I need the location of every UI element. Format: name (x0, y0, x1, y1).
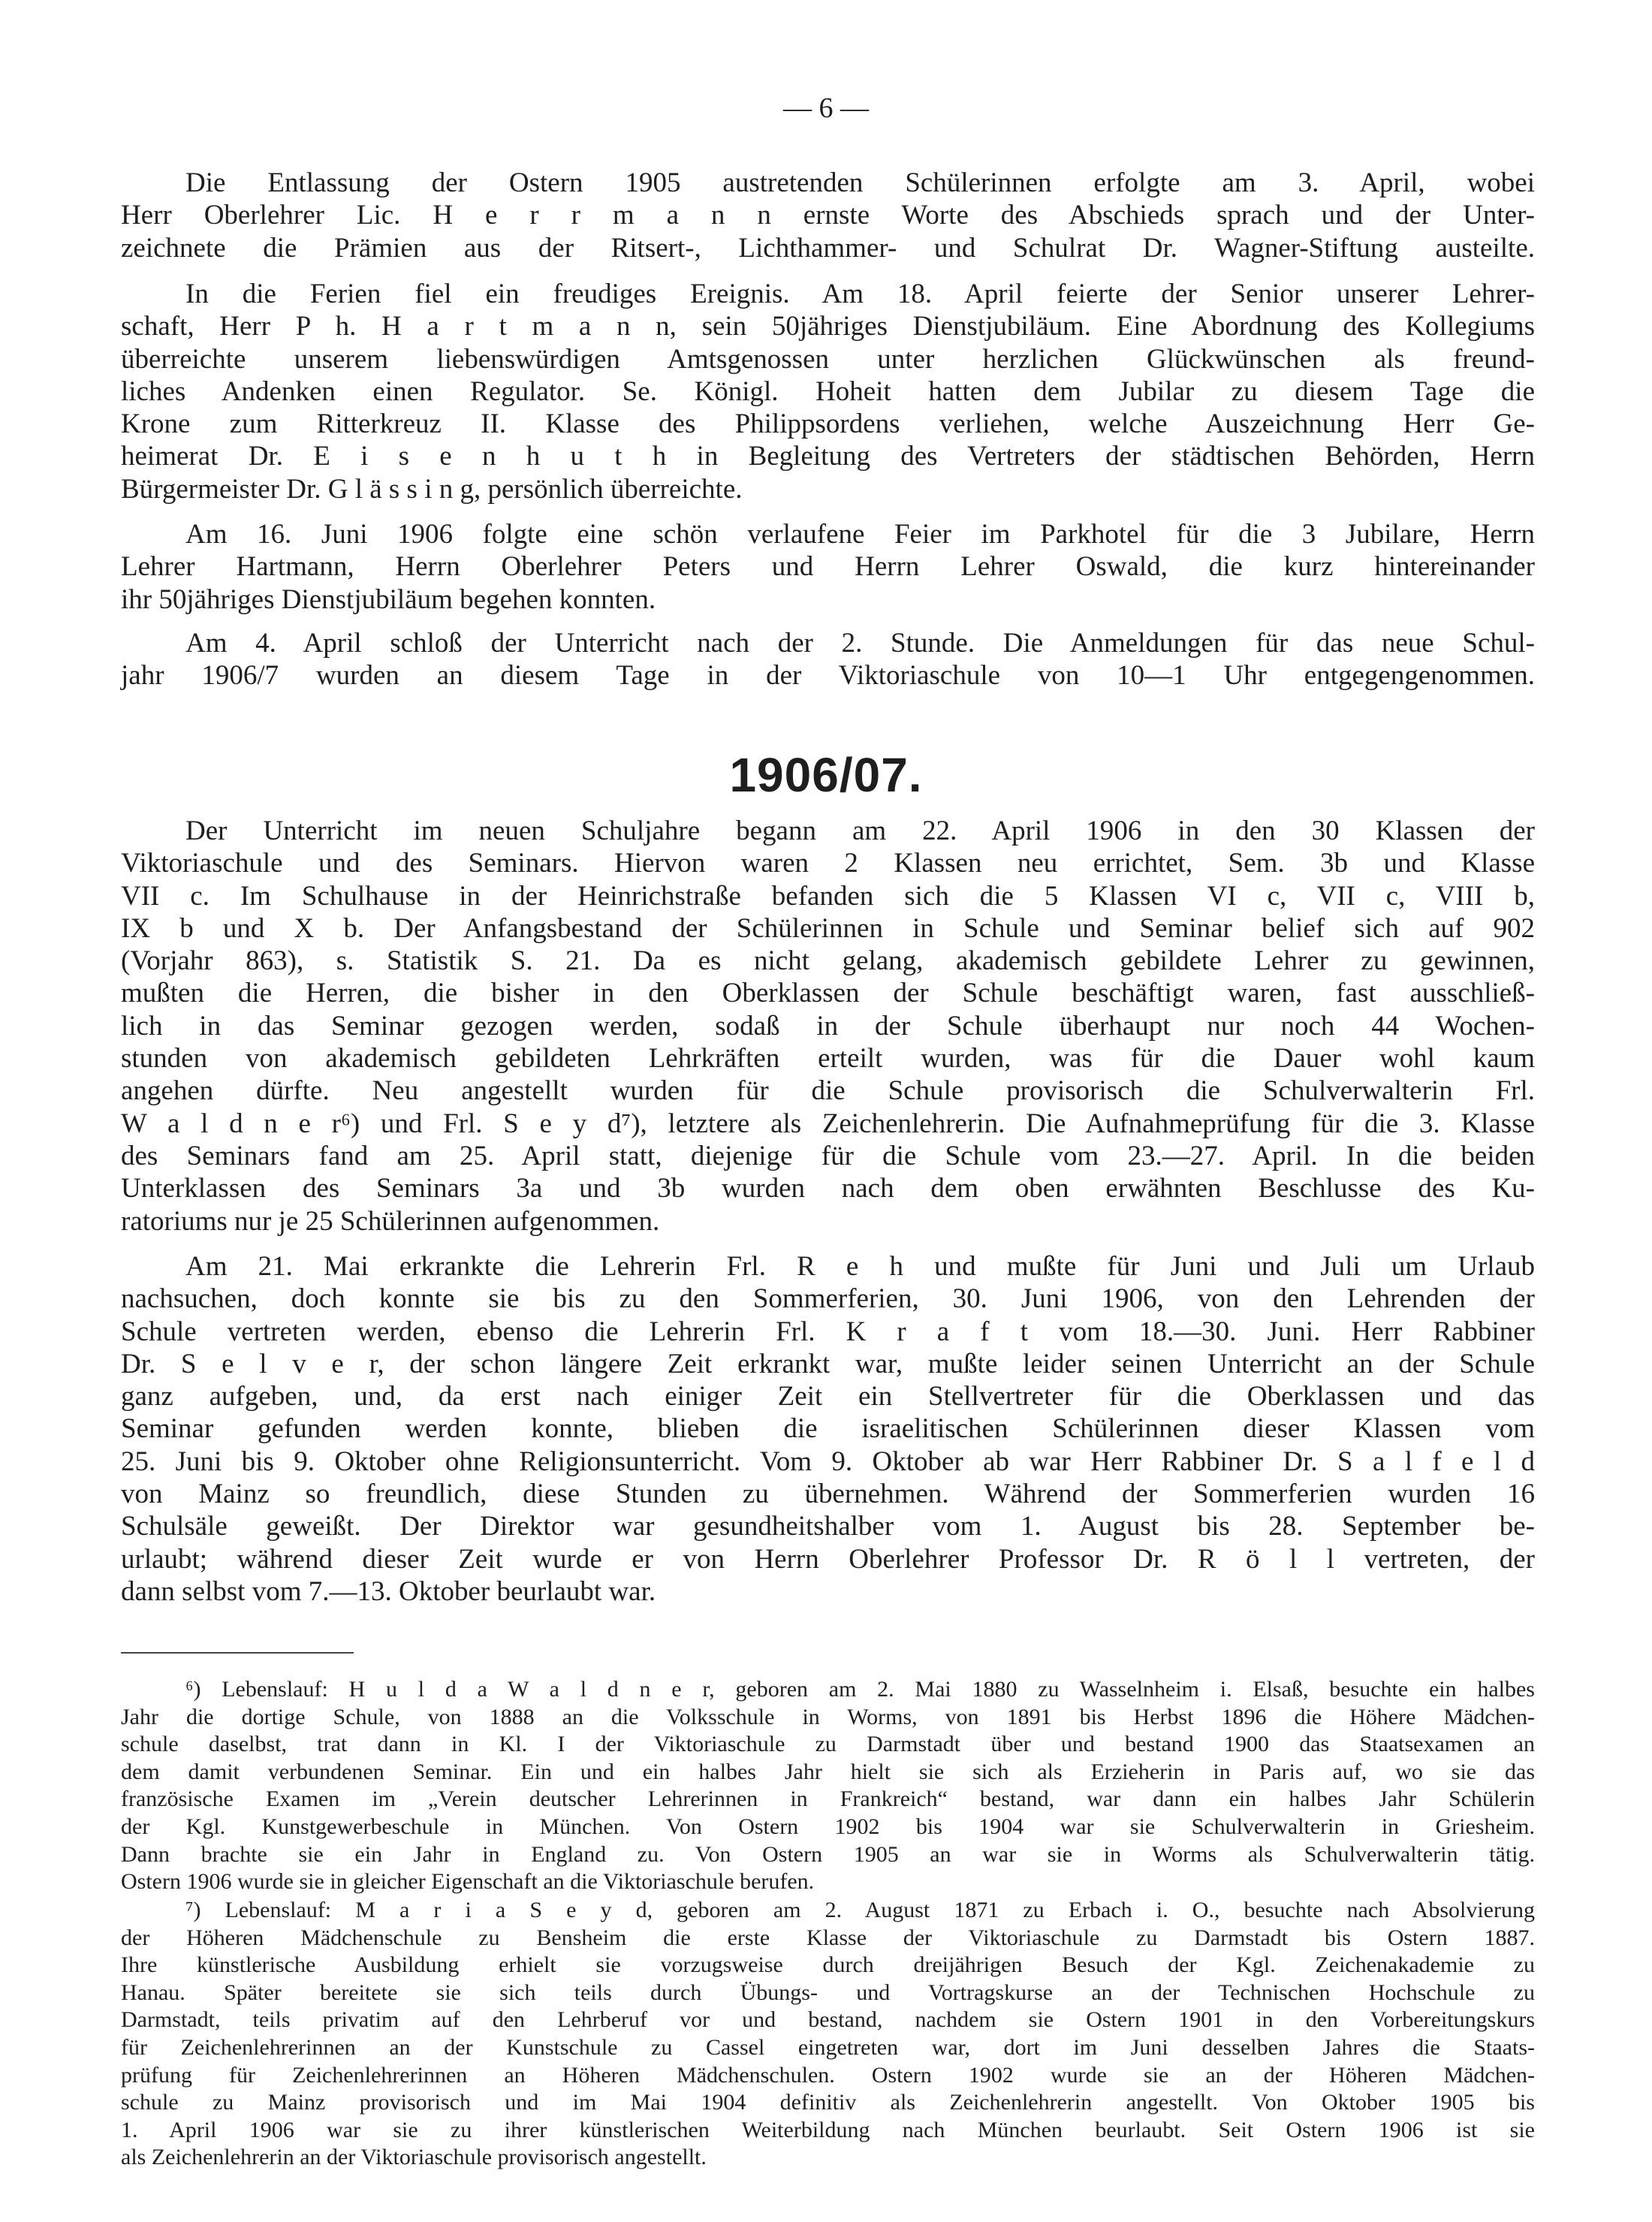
text-line: Hanau. Später bereitete sie sich teils durch Übungs- und Vortragskurse an der Technischen Hochschule zu (121, 1979, 1535, 2005)
text-line: mußten die Herren, die bisher in den Oberklassen der Schule beschäftigt waren, fast ausschließ- (121, 978, 1535, 1009)
text-line: Am 4. April schloß der Unterricht nach der 2. Stunde. Die Anmeldungen für das neue Schul- (185, 628, 1535, 659)
page-number: — 6 — (783, 92, 869, 124)
text-line: Ostern 1906 wurde sie in gleicher Eigenschaft an die Viktoriaschule berufen. (121, 1869, 815, 1895)
text-line: ⁶) Lebenslauf: H u l d a W a l d n e r, geboren am 2. Mai 1880 zu Wasselnheim i. Elsaß, besuchte ein halbes (185, 1677, 1535, 1702)
text-line: Der Unterricht im neuen Schuljahre begann am 22. April 1906 in den 30 Klassen der (185, 816, 1535, 846)
text-line: Unterklassen des Seminars 3a und 3b wurden nach dem oben erwähnten Beschlusse des Ku- (121, 1173, 1535, 1204)
text-line: Die Entlassung der Ostern 1905 austretenden Schülerinnen erfolgte am 3. April, wobei (185, 167, 1535, 198)
text-line: W a l d n e r⁶) und Frl. S e y d⁷), letztere als Zeichenlehrerin. Die Aufnahmeprüfung für die 3. Klasse (121, 1108, 1535, 1139)
text-line: Herr Oberlehrer Lic. H e r r m a n n ernste Worte des Abschieds sprach und der Unter- (121, 200, 1535, 231)
text-line: 1. April 1906 war sie zu ihrer künstlerischen Weiterbildung nach München beurlaubt. Seit Ostern 1906 ist sie (121, 2117, 1535, 2142)
text-line: für Zeichenlehrerinnen an der Kunstschule zu Cassel eingetreten war, dort im Juni desselben Jahres die Staats- (121, 2034, 1535, 2060)
text-line: (Vorjahr 863), s. Statistik S. 21. Da es nicht gelang, akademisch gebildete Lehrer zu gewinnen, (121, 945, 1535, 977)
footnote-divider (121, 1652, 354, 1654)
text-line: Seminar gefunden werden konnte, blieben die israelitischen Schülerinnen dieser Klassen vom (121, 1413, 1535, 1445)
text-line: Viktoriaschule und des Seminars. Hiervon waren 2 Klassen neu errichtet, Sem. 3b und Klasse (121, 848, 1535, 879)
text-line: heimerat Dr. E i s e n h u t h in Begleitung des Vertreters der städtischen Behörden, Herrn (121, 441, 1535, 472)
text-line: nachsuchen, doch konnte sie bis zu den Sommerferien, 30. Juni 1906, von den Lehrenden der (121, 1283, 1535, 1315)
text-line: dem damit verbundenen Seminar. Ein und ein halbes Jahr hielt sie sich als Erzieherin in Paris auf, wo sie das (121, 1759, 1535, 1784)
text-line: Jahr die dortige Schule, von 1888 an die Volksschule in Worms, von 1891 bis Herbst 1896 die Höhere Mädchen- (121, 1704, 1535, 1729)
text-line: IX b und X b. Der Anfangsbestand der Schülerinnen in Schule und Seminar belief sich auf 902 (121, 912, 1535, 944)
text-line: Krone zum Ritterkreuz II. Klasse des Philippsordens verliehen, welche Auszeichnung Herr Ge- (121, 409, 1535, 440)
text-line: liches Andenken einen Regulator. Se. Königl. Hoheit hatten dem Jubilar zu diesem Tage die (121, 375, 1535, 407)
text-line: lich in das Seminar gezogen werden, sodaß in der Schule überhaupt nur noch 44 Wochen- (121, 1010, 1535, 1042)
text-line: Ihre künstlerische Ausbildung erhielt sie vorzugsweise durch dreijährigen Besuch der Kgl. Zeichenakademie zu (121, 1952, 1535, 1978)
footnote-7 (121, 1897, 1535, 2172)
text-line: In die Ferien fiel ein freudiges Ereignis. Am 18. April feierte der Senior unserer Lehrer- (185, 279, 1535, 309)
text-line: Schule vertreten werden, ebenso die Lehrerin Frl. K r a f t vom 18.—30. Juni. Herr Rabbiner (121, 1316, 1535, 1347)
text-line: urlaubt; während dieser Zeit wurde er von Herrn Oberlehrer Professor Dr. R ö l l vertreten, der (121, 1543, 1535, 1575)
footnote-6 (121, 1676, 1535, 1896)
text-line: jahr 1906/7 wurden an diesem Tage in der Viktoriaschule von 10—1 Uhr entgegengenommen. (121, 660, 1535, 692)
text-line: prüfung für Zeichenlehrerinnen an Höheren Mädchenschulen. Ostern 1902 wurde sie an der Höheren Mädchen- (121, 2062, 1535, 2088)
text-line: schaft, Herr P h. H a r t m a n n, sein 50jähriges Dienstjubiläum. Eine Abordnung des Kollegiums (121, 311, 1535, 342)
text-line: schule zu Mainz provisorisch und im Mai 1904 definitiv als Zeichenlehrerin angestellt. Von Oktober 1905 bis (121, 2090, 1535, 2115)
text-line: Am 21. Mai erkrankte die Lehrerin Frl. R e h und mußte für Juni und Juli um Urlaub (185, 1251, 1535, 1282)
text-line: ganz aufgeben, und, da erst nach einiger Zeit ein Stellvertreter für die Oberklassen und das (121, 1381, 1535, 1412)
text-line: der Kgl. Kunstgewerbeschule in München. Von Ostern 1902 bis 1904 war sie Schulverwalterin in Griesheim. (121, 1813, 1535, 1839)
text-line: 25. Juni bis 9. Oktober ohne Religionsunterricht. Vom 9. Oktober ab war Herr Rabbiner Dr. S a l f e l d (121, 1446, 1535, 1477)
paragraph-dismissal (121, 167, 1535, 264)
text-line: zeichnete die Prämien aus der Ritsert-, Lichthammer- und Schulrat Dr. Wagner-Stiftung austeilte. (121, 232, 1535, 264)
text-line: von Mainz so freundlich, diese Stunden zu übernehmen. Während der Sommerferien wurden 16 (121, 1479, 1535, 1510)
text-line: Bürgermeister Dr. G l ä s s i n g, persönlich überreichte. (121, 473, 743, 505)
text-line: als Zeichenlehrerin an der Viktoriaschule provisorisch angestellt. (121, 2145, 707, 2170)
paragraph-school-year-start (121, 815, 1535, 1238)
text-line: Darmstadt, teils privatim auf den Lehrberuf vor und bestand, nachdem sie Ostern 1901 in den Vorbereitungskurs (121, 2007, 1535, 2033)
paragraph-registration (121, 627, 1535, 692)
text-line: Am 16. Juni 1906 folgte eine schön verlaufene Feier im Parkhotel für die 3 Jubilare, Herrn (185, 519, 1535, 550)
text-line: Schulsäle geweißt. Der Direktor war gesundheitshalber vom 1. August bis 28. September be- (121, 1511, 1535, 1542)
text-line: französische Examen im „Verein deutscher Lehrerinnen in Frankreich“ bestand, war dann ein halbes Jahr Schülerin (121, 1786, 1535, 1812)
text-line: ihr 50jähriges Dienstjubiläum begehen konnten. (121, 583, 656, 615)
text-line: angehen dürfte. Neu angestellt wurden für die Schule provisorisch die Schulverwalterin Frl. (121, 1075, 1535, 1107)
paragraph-jubilee-hartmann (121, 278, 1535, 505)
text-line: VII c. Im Schulhause in der Heinrichstraße befanden sich die 5 Klassen VI c, VII c, VIII b, (121, 880, 1535, 912)
text-line: überreichte unserem liebenswürdigen Amtsgenossen unter herzlichen Glückwünschen als freund- (121, 343, 1535, 375)
text-line: Lehrer Hartmann, Herrn Oberlehrer Peters und Herrn Lehrer Oswald, die kurz hintereinander (121, 551, 1535, 583)
text-line: ratoriums nur je 25 Schülerinnen aufgenommen. (121, 1205, 660, 1237)
text-line: ⁷) Lebenslauf: M a r i a S e y d, geboren am 2. August 1871 zu Erbach i. O., besuchte nach Absolvierung (185, 1898, 1535, 1922)
text-line: des Seminars fand am 25. April statt, diejenige für die Schule vom 23.—27. April. In die beiden (121, 1140, 1535, 1171)
paragraph-jubilee-celebration (121, 518, 1535, 616)
paragraph-illness-substitutes (121, 1250, 1535, 1608)
text-line: schule daselbst, trat dann in Kl. I der Viktoriaschule zu Darmstadt über und bestand 1900 das Staatsexamen an (121, 1732, 1535, 1757)
section-heading: 1906/07. (729, 748, 923, 802)
text-line: stunden von akademisch gebildeten Lehrkräften erteilt wurden, was für die Dauer wohl kaum (121, 1043, 1535, 1075)
text-line: Dann brachte sie ein Jahr in England zu. Von Ostern 1905 an war sie in Worms als Schulverwalterin tätig. (121, 1841, 1535, 1867)
text-line: Dr. S e l v e r, der schon längere Zeit erkrankt war, mußte leider seinen Unterricht an der Schule (121, 1348, 1535, 1379)
text-line: der Höheren Mädchenschule zu Bensheim die erste Klasse der Viktoriaschule zu Darmstadt bis Ostern 1887. (121, 1925, 1535, 1950)
text-line: dann selbst vom 7.—13. Oktober beurlaubt war. (121, 1575, 656, 1607)
